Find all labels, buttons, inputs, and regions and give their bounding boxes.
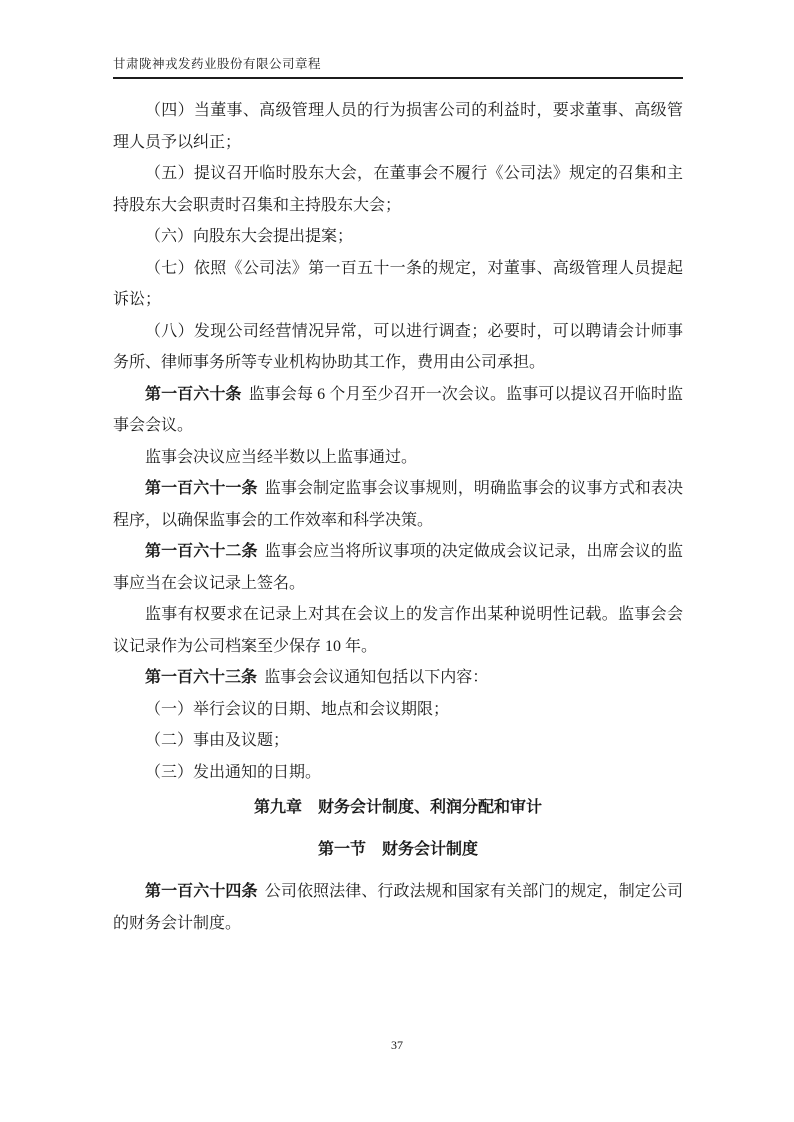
paragraph: 第一百六十三条 监事会会议通知包括以下内容： [145,669,489,686]
paragraph: 监事会决议应当经半数以上监事通过。 [145,448,418,466]
article-number: 第一百六十三条 [145,669,258,686]
page-number: 37 [391,1038,403,1052]
paragraph: 第一百六十条 监事会每 6 个月至少召开一次会议。监事可以提议召开临时监事会会议。 [113,385,683,434]
chapter-heading: 第九章 财务会计制度、利润分配和审计 [253,799,542,816]
paragraph: （八）发现公司经营情况异常，可以进行调查；必要时，可以聘请会计师事务所、律师事务所等专业机构协助其工作，费用由公司承担。 [113,322,683,371]
running-header-title: 甘肃陇神戎发药业股份有限公司章程 [113,57,322,71]
paragraph: 第一百六十一条 监事会制定监事会议事规则，明确监事会的议事方式和表决程序，以确保监事会的工作效率和科学决策。 [113,480,683,529]
section-heading: 第一节 财务会计制度 [317,840,478,858]
paragraph: 第一百六十四条 公司依照法律、行政法规和国家有关部门的规定，制定公司的财务会计制度。 [113,883,683,932]
article-number: 第一百六十四条 [145,883,258,900]
page-header [113,55,683,79]
paragraph: 监事有权要求在记录上对其在会议上的发言作出某种说明性记载。监事会会议记录作为公司档案至少保存 10 年。 [113,606,683,655]
paragraph: （六）向股东大会提出提案； [145,228,354,245]
header-divider [113,77,683,79]
article-number: 第一百六十二条 [145,543,258,560]
paragraph: 第一百六十二条 监事会应当将所议事项的决定做成会议记录，出席会议的监事应当在会议记录上签名。 [113,543,683,592]
paragraph: （五）提议召开临时股东大会，在董事会不履行《公司法》规定的召集和主持股东大会职责时召集和主持股东大会； [113,165,683,214]
article-number: 第一百六十一条 [145,480,258,497]
paragraph: （三）发出通知的日期。 [145,763,322,781]
page-footer [0,1036,794,1054]
paragraph: （四）当董事、高级管理人员的行为损害公司的利益时，要求董事、高级管理人员予以纠正； [113,102,683,151]
article-number: 第一百六十条 [145,385,242,403]
paragraph: （一）举行会议的日期、地点和会议期限； [145,700,450,718]
document-body [113,95,683,939]
paragraph: （七）依照《公司法》第一百五十一条的规定，对董事、高级管理人员提起诉讼； [113,259,683,308]
paragraph: （二）事由及议题； [145,732,290,749]
